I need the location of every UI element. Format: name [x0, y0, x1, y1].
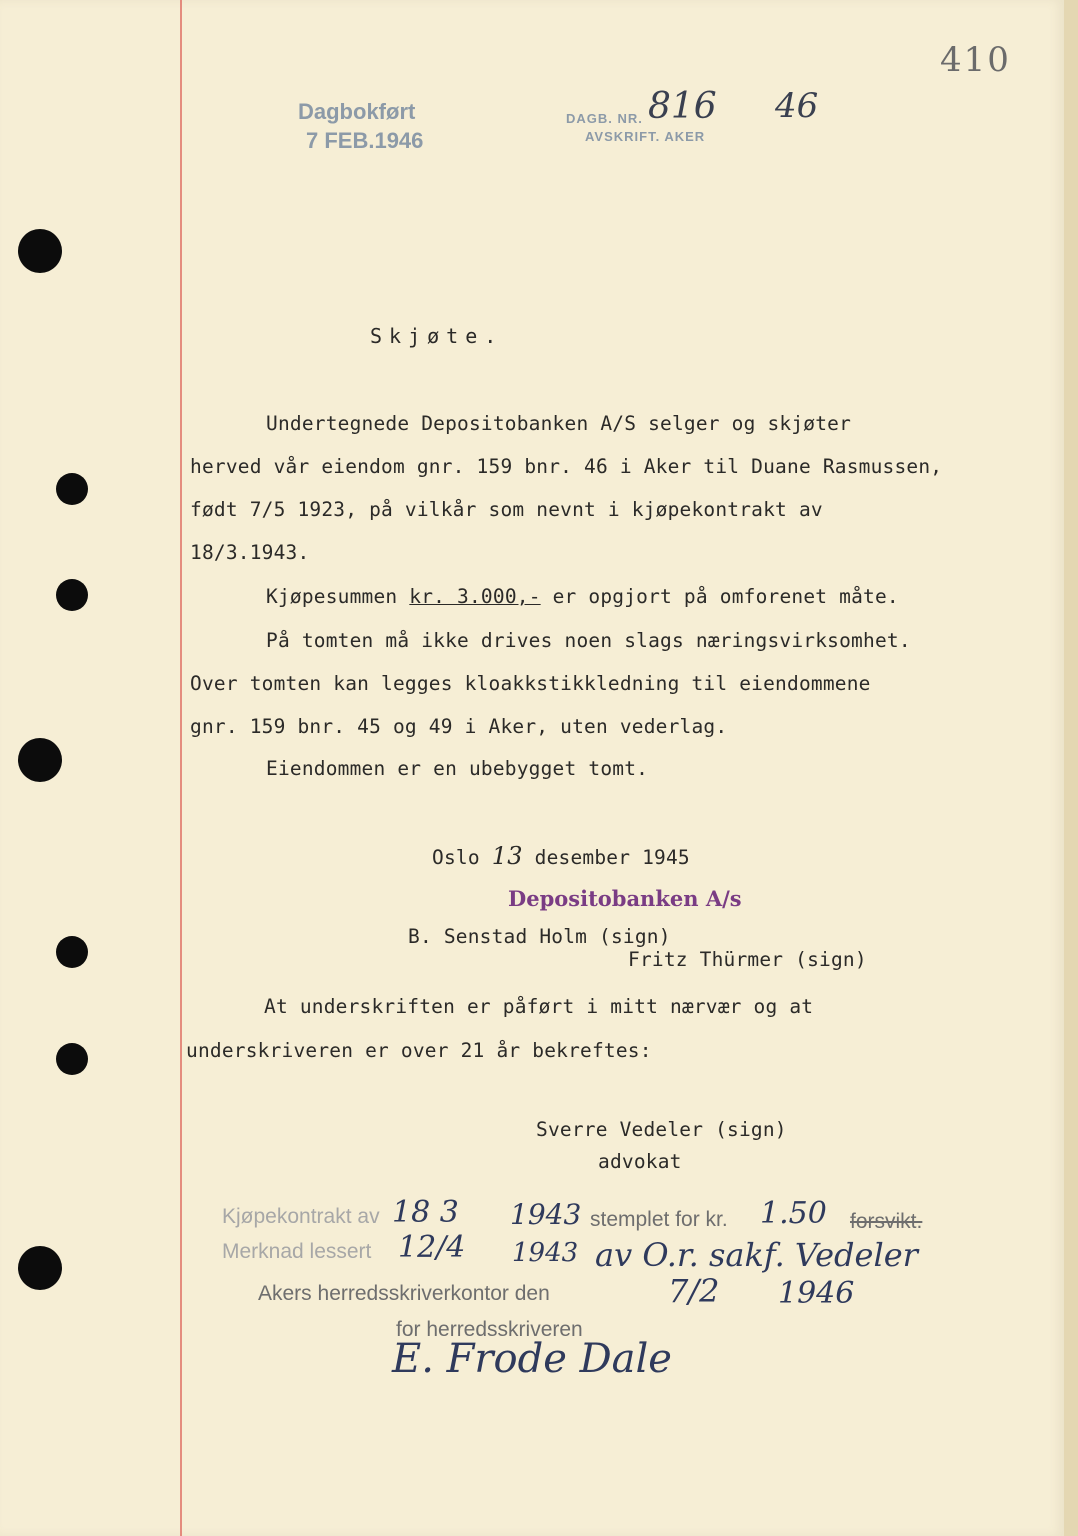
lawyer-name: Sverre Vedeler (sign) — [536, 1118, 787, 1141]
body-line-7: Over tomten kan legges kloakkstikkledning til eiendommene — [190, 672, 871, 695]
purchase-sum-amount: kr. 3.000,- — [409, 585, 541, 608]
date-month-year: desember 1945 — [534, 846, 690, 869]
body-line-9: Eiendommen er en ubebygget tomt. — [266, 757, 649, 780]
body-line-3: født 7/5 1923, på vilkår som nevnt i kjøpekontrakt av — [190, 498, 823, 521]
footer-line1-hand-amount: 1.50 — [760, 1196, 827, 1231]
punch-hole — [56, 936, 88, 968]
footer-line3-year: 1946 — [778, 1276, 855, 1311]
purchase-sum-label: Kjøpesummen — [266, 585, 398, 608]
document-title: Skjøte. — [370, 324, 504, 348]
stamp-dagbokfort-title: Dagbokført — [298, 99, 416, 124]
page-edge — [1064, 0, 1078, 1536]
footer-line3-hand-date: 7/2 — [668, 1272, 720, 1310]
attestation-line-1: At underskriften er påført i mitt nærvær og at — [264, 995, 814, 1018]
footer-line4-printed: for herredsskriveren — [396, 1318, 583, 1341]
footer-line2-hand-by: av O.r. sakf. Vedeler — [595, 1236, 918, 1274]
footer-line1-printed2: stemplet for kr. — [590, 1208, 728, 1231]
body-line-4: 18/3.1943. — [190, 541, 310, 564]
date-line — [432, 842, 690, 870]
signature-2: Fritz Thürmer (sign) — [628, 948, 867, 971]
footer-line1-struck: forsvikt. — [850, 1210, 923, 1233]
stamp-dagb-nr-year: 46 — [775, 86, 819, 126]
body-line-8: gnr. 159 bnr. 45 og 49 i Aker, uten vederlag. — [190, 715, 728, 738]
signature-1: B. Senstad Holm (sign) — [408, 925, 671, 948]
date-place: Oslo — [432, 846, 480, 869]
body-line-1: Undertegnede Depositobanken A/S selger og skjøter — [266, 412, 852, 435]
date-day: 13 — [491, 842, 523, 870]
punch-hole — [56, 579, 88, 611]
margin-line — [180, 0, 182, 1536]
footer-line2-printed: Merknad lessert — [222, 1240, 372, 1263]
footer-line1-printed: Kjøpekontrakt av — [222, 1205, 380, 1228]
footer-line3-printed: Akers herredsskriverkontor den — [258, 1282, 550, 1305]
bank-stamp: Depositobanken A/s — [508, 886, 742, 911]
stamp-avskrift-aker: AVSKRIFT. AKER — [585, 129, 706, 144]
purchase-sum-rest: er opgjort på omforenet måte. — [552, 585, 899, 608]
punch-hole — [18, 1246, 62, 1290]
lawyer-title: advokat — [598, 1150, 682, 1173]
footer-line1-year: 1943 — [510, 1198, 582, 1231]
punch-hole — [18, 738, 62, 782]
footer-line1-hand-date: 18 3 — [392, 1195, 459, 1230]
body-line-5 — [266, 585, 899, 608]
stamp-dagb-nr-label: DAGB. NR. — [566, 111, 643, 126]
footer-line2-year: 1943 — [512, 1238, 579, 1268]
stamp-dagb-nr-handwritten: 816 — [648, 86, 717, 127]
registrar-signature: E. Frode Dale — [392, 1336, 672, 1382]
punch-hole — [56, 473, 88, 505]
body-line-2: herved vår eiendom gnr. 159 bnr. 46 i Aker til Duane Rasmussen, — [190, 455, 943, 478]
punch-hole — [56, 1043, 88, 1075]
attestation-line-2: underskriveren er over 21 år bekreftes: — [186, 1039, 652, 1062]
footer-line2-hand-date: 12/4 — [398, 1230, 466, 1265]
page-number: 410 — [940, 40, 1011, 80]
body-line-6: På tomten må ikke drives noen slags næringsvirksomhet. — [266, 629, 911, 652]
punch-hole — [18, 229, 62, 273]
stamp-dagbokfort-date: 7 FEB.1946 — [306, 128, 424, 153]
